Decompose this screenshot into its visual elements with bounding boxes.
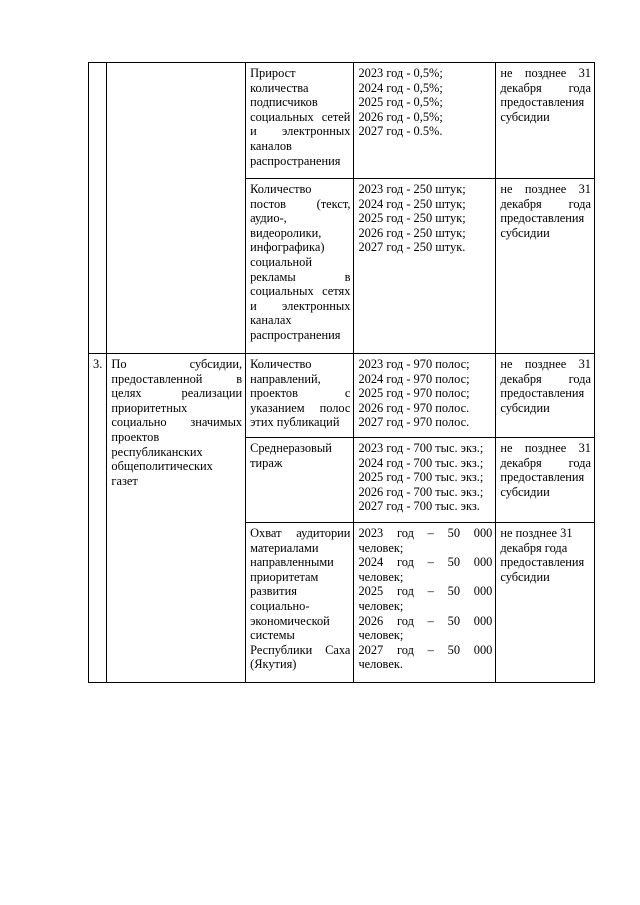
- value-line: 2025 год - 0,5%;: [358, 95, 443, 110]
- value-line: 2026 год - 970 полос.: [358, 400, 470, 415]
- value-line: 2027 год - 970 полос.: [358, 415, 470, 430]
- value-line: 2023 год - 0,5%;: [358, 66, 443, 80]
- indicators-table: [88, 62, 595, 683]
- value-line: 2024 год - 0,5%;: [358, 80, 443, 95]
- value-line: 2026 год - 250 штук;: [358, 225, 466, 240]
- value-line: 2023 год - 250 штук;: [358, 182, 466, 196]
- subject-cell: По субсидии, предоставленной в целях реализации приоритетных социально значимых проектов республиканских общеполитических газет: [107, 354, 246, 683]
- value-line: 2023 год – 50 000 человек;: [358, 526, 496, 555]
- value-line: 2027 год - 250 штук.: [358, 240, 466, 255]
- table-row: [89, 354, 595, 438]
- value-line: 2025 год - 970 полос;: [358, 386, 470, 401]
- value-line: 2027 год - 0.5%.: [358, 124, 443, 139]
- value-line: 2024 год - 250 штук;: [358, 196, 466, 211]
- value-line: 2027 год - 700 тыс. экз.: [358, 499, 480, 514]
- number-cell: 3.: [89, 354, 107, 683]
- value-line: 2023 год - 970 полос;: [358, 357, 470, 371]
- value-line: 2025 год – 50 000 человек;: [358, 584, 496, 613]
- deadline-cell: не позднее 31 декабря года предоставления субсидии: [496, 63, 595, 179]
- value-line: 2027 год – 50 000 человек.: [358, 642, 496, 672]
- values-cell: [354, 523, 496, 683]
- value-line: 2026 год - 700 тыс. экз.;: [358, 484, 484, 499]
- value-line: 2024 год - 700 тыс. экз.;: [358, 455, 484, 470]
- value-line: 2023 год - 700 тыс. экз.;: [358, 441, 484, 455]
- indicator-cell: Количество постов (текст, аудио-, видеоролики, инфографика) социальной рекламы в социальных сетях и электронных каналах распространения: [246, 179, 354, 354]
- deadline-cell: не позднее 31 декабря года предоставления субсидии: [496, 179, 595, 354]
- value-line: 2026 год – 50 000 человек;: [358, 613, 496, 643]
- deadline-cell: не позднее 31 декабря года предоставления субсидии: [496, 354, 595, 438]
- value-line: 2024 год – 50 000 человек;: [358, 555, 496, 584]
- indicator-cell: Прирост количества подписчиков социальных сетей и электронных каналов распространения: [246, 63, 354, 179]
- deadline-cell: не позднее 31 декабря года предоставления субсидии: [496, 523, 595, 683]
- indicator-cell: Охват аудитории материалами направленными приоритетам развития социально-экономической системы Республики Саха (Якутия): [246, 523, 354, 683]
- number-cell: [89, 63, 107, 354]
- indicator-cell: Среднеразовый тираж: [246, 438, 354, 523]
- values-cell: [354, 63, 496, 179]
- values-cell: [354, 179, 496, 354]
- values-cell: [354, 354, 496, 438]
- value-line: 2025 год - 700 тыс. экз.;: [358, 470, 484, 485]
- table-row: [89, 63, 595, 179]
- indicator-cell: Количество направлений, проектов с указанием полос этих публикаций: [246, 354, 354, 438]
- deadline-cell: не позднее 31 декабря года предоставления субсидии: [496, 438, 595, 523]
- value-line: 2025 год - 250 штук;: [358, 211, 466, 226]
- subject-cell: [107, 63, 246, 354]
- value-line: 2024 год - 970 полос;: [358, 371, 470, 386]
- values-cell: [354, 438, 496, 523]
- value-line: 2026 год - 0,5%;: [358, 109, 443, 124]
